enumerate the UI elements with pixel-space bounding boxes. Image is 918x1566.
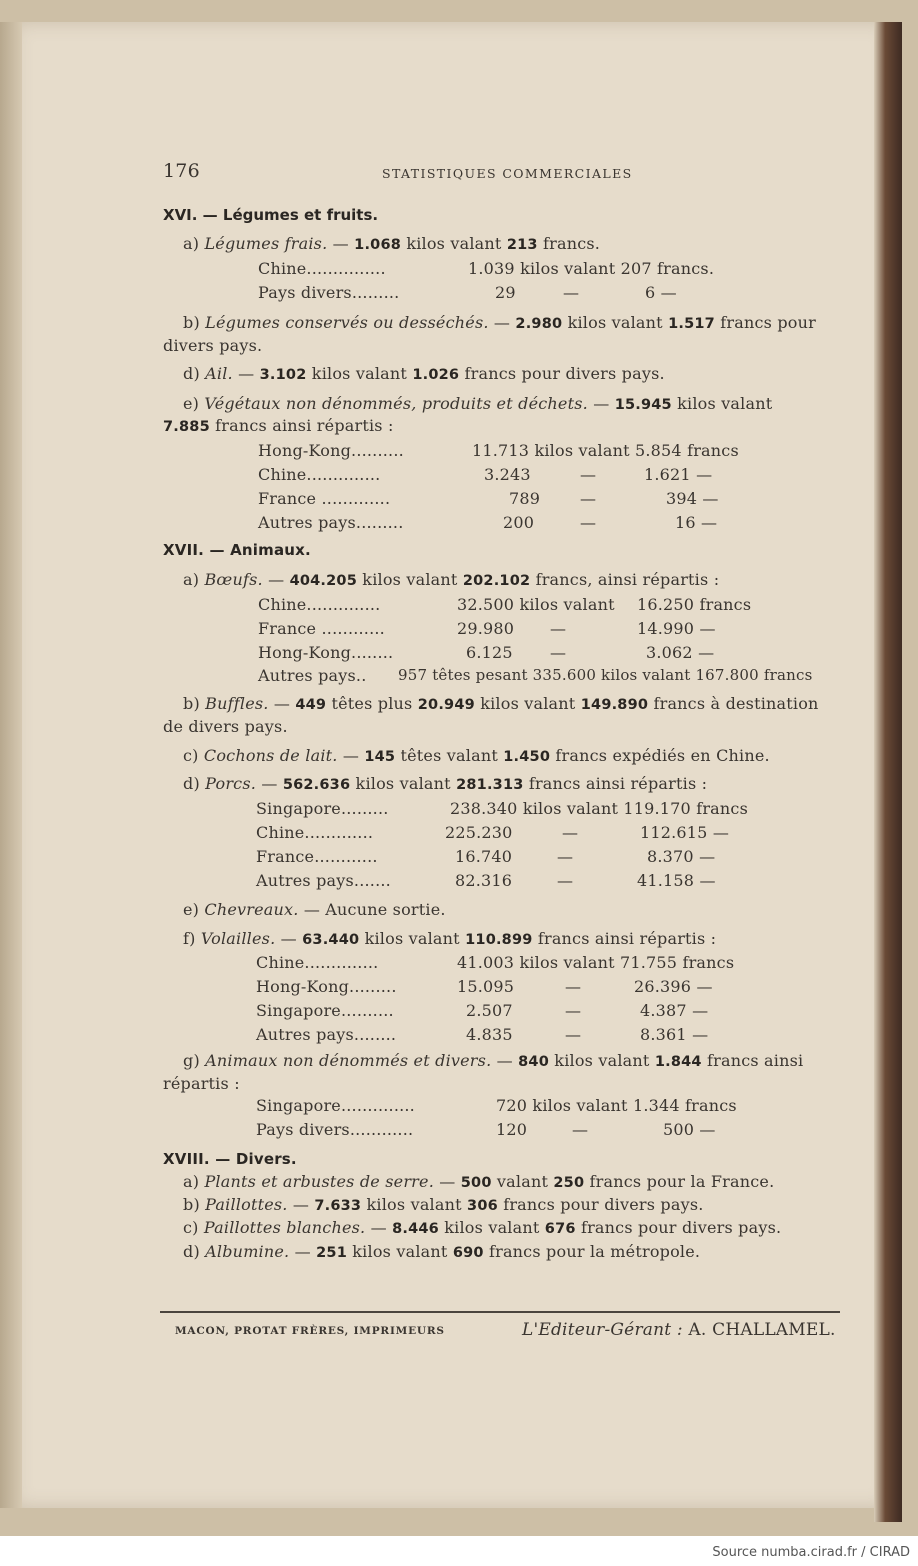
item-mid: kilos valant [347, 1242, 453, 1261]
row-16a-1-qty: 29 [495, 283, 516, 302]
row-17f-2-dash: — [565, 1001, 582, 1020]
item-mid-2: kilos valant [474, 694, 581, 713]
row-17a-3-name: Autres pays.. [258, 666, 367, 685]
item-end: francs pour [714, 313, 816, 332]
item-17d [183, 774, 707, 793]
item-quantity: 404.205 [289, 573, 358, 589]
item-mid: têtes valant [395, 746, 504, 765]
row-17a-0-name: Chine.............. [258, 595, 381, 614]
row-17d-1-dash: — [562, 823, 579, 842]
item-17g [183, 1051, 803, 1070]
row-17g-1-name: Pays divers............ [256, 1120, 414, 1139]
item-quantity: 8.446 [392, 1221, 439, 1237]
row-17a-0-qty: 32.500 kilos valant [457, 595, 615, 614]
row-17d-3-qty: 82.316 [455, 871, 513, 890]
row-17a-2-qty: 6.125 [466, 643, 513, 662]
row-17d-1-qty: 225.230 [445, 823, 513, 842]
row-16a-1-name: Pays divers......... [258, 283, 400, 302]
item-label: Légumes frais. [204, 234, 328, 253]
row-16a-1-dash: — [563, 283, 580, 302]
section-heading-18 [163, 1149, 297, 1168]
item-prefix: e) [183, 394, 205, 413]
row-17a-2-name: Hong-Kong........ [258, 643, 394, 662]
row-17d-1-name: Chine............. [256, 823, 374, 842]
row-17g-1-qty: 120 [496, 1120, 528, 1139]
item-prefix: b) [183, 313, 206, 332]
item-dash: — [491, 1051, 519, 1070]
row-17d-0-name: Singapore......... [256, 799, 389, 818]
item-label: Chevreaux. [204, 900, 299, 919]
footer-rule [160, 1311, 840, 1313]
row-16e-2-dash: — [580, 489, 597, 508]
item-end: francs pour divers pays. [575, 1218, 782, 1237]
item-value: 690 [452, 1245, 484, 1261]
running-title: STATISTIQUES COMMERCIALES [382, 166, 633, 181]
item-mid: kilos valant [350, 774, 457, 793]
row-17g-0-qty: 720 kilos valant 1.344 francs [496, 1096, 737, 1115]
item-prefix: f) [183, 929, 201, 948]
item-label: Plants et arbustes de serre. [204, 1172, 434, 1191]
item-prefix: e) [183, 900, 205, 919]
row-17f-3-name: Autres pays........ [256, 1025, 397, 1044]
item-quantity: 251 [316, 1245, 347, 1261]
item-16a [183, 234, 600, 253]
item-quantity: 449 [295, 697, 327, 713]
item-16b-line2: divers pays. [163, 336, 263, 355]
item-prefix: d) [183, 1242, 206, 1261]
item-prefix: b) [183, 694, 206, 713]
item-mid: kilos valant [306, 364, 413, 383]
row-17f-3-dash: — [565, 1025, 582, 1044]
item-quantity: 15.945 [614, 397, 672, 413]
item-17a [183, 570, 719, 589]
row-17d-1-val: 112.615 — [640, 823, 730, 842]
row-17d-3-val: 41.158 — [637, 871, 716, 890]
editor-label: L'Editeur-Gérant : [522, 1320, 683, 1340]
row-17a-1-val: 14.990 — [637, 619, 716, 638]
section-heading-17 [163, 540, 311, 559]
item-value: 281.313 [456, 777, 524, 793]
row-17f-1-val: 26.396 — [634, 977, 713, 996]
row-17f-0-qty: 41.003 kilos valant 71.755 francs [457, 953, 735, 972]
editor-credit [522, 1320, 836, 1340]
item-end: francs pour divers pays. [497, 1195, 704, 1214]
row-17f-1-dash: — [565, 977, 582, 996]
row-17d-2-val: 8.370 — [647, 847, 716, 866]
item-prefix: c) [183, 1218, 204, 1237]
row-17f-2-qty: 2.507 [466, 1001, 513, 1020]
item-18a [183, 1172, 774, 1191]
item-quantity: 7.633 [314, 1198, 362, 1214]
item-value: 7.885 [163, 419, 210, 435]
item-prefix: c) [183, 746, 204, 765]
item-quantity: 145 [364, 749, 396, 765]
item-quantity: 562.636 [282, 777, 351, 793]
item-value: 1.450 [503, 749, 551, 765]
item-label: Légumes conservés ou desséchés. [205, 313, 489, 332]
item-mid: kilos valant [438, 1218, 545, 1237]
item-label: Végétaux non dénommés, produits et déchets. [204, 394, 588, 413]
item-17g-line2: répartis : [163, 1074, 240, 1093]
item-value: 1.026 [412, 367, 460, 383]
row-17a-0-val: 16.250 francs [637, 595, 752, 614]
item-end: kilos valant [671, 394, 773, 413]
row-16e-1-qty: 3.243 [484, 465, 531, 484]
row-16e-0-name: Hong-Kong.......... [258, 441, 404, 460]
item-label: Porcs. [205, 774, 257, 793]
item-prefix: a) [183, 234, 205, 253]
item-quantity: 500 [460, 1175, 492, 1191]
row-16a-0-name: Chine............... [258, 259, 386, 278]
row-16e-3-name: Autres pays......... [258, 513, 404, 532]
item-label: Albumine. [205, 1242, 290, 1261]
row-17a-1-qty: 29.980 [457, 619, 515, 638]
row-16e-3-dash: — [580, 513, 597, 532]
section-heading-16: XVI. — Légumes et fruits. [163, 206, 379, 224]
row-16a-0-qty: 1.039 kilos valant 207 francs. [468, 259, 715, 278]
item-dash: — [365, 1218, 393, 1237]
row-16e-1-val: 1.621 — [644, 465, 713, 484]
item-end: francs à destination [648, 694, 819, 713]
row-17g-1-val: 500 — [663, 1120, 716, 1139]
row-17f-1-name: Hong-Kong......... [256, 977, 397, 996]
item-dash: — [232, 364, 260, 383]
item-dash: — [289, 1242, 317, 1261]
row-17a-2-dash: — [550, 643, 567, 662]
item-end: francs ainsi répartis : [532, 929, 717, 948]
item-dash: — [587, 394, 615, 413]
row-17g-0-name: Singapore.............. [256, 1096, 415, 1115]
item-end: — Aucune sortie. [298, 900, 446, 919]
row-16e-1-dash: — [580, 465, 597, 484]
row-17a-1-name: France ............ [258, 619, 385, 638]
item-end: francs. [537, 234, 601, 253]
item-dash: — [327, 234, 355, 253]
item-dash: — [275, 929, 303, 948]
row-17f-0-name: Chine.............. [256, 953, 379, 972]
item-label: Animaux non dénommés et divers. [205, 1051, 492, 1070]
item-value: 676 [544, 1221, 576, 1237]
item-quantity: 840 [518, 1054, 550, 1070]
item-17c [183, 746, 770, 765]
row-17f-2-val: 4.387 — [640, 1001, 709, 1020]
item-dash: — [433, 1172, 461, 1191]
item-prefix: d) [183, 364, 206, 383]
item-mid: kilos valant [562, 313, 669, 332]
item-18d [183, 1242, 700, 1261]
row-17d-2-name: France............ [256, 847, 378, 866]
item-quantity: 63.440 [302, 932, 360, 948]
item-end: francs pour la France. [584, 1172, 775, 1191]
item-dash: — [337, 746, 365, 765]
row-17a-3-qty: 957 têtes pesant 335.600 kilos valant 167.800 francs [398, 666, 813, 684]
row-17f-1-qty: 15.095 [457, 977, 515, 996]
item-label: Paillottes. [205, 1195, 288, 1214]
row-16e-2-name: France ............. [258, 489, 391, 508]
item-mid: têtes plus [326, 694, 418, 713]
item-dash: — [287, 1195, 315, 1214]
row-16e-0-qty: 11.713 kilos valant 5.854 francs [472, 441, 739, 460]
item-mid: kilos valant [549, 1051, 655, 1070]
page-gutter [0, 22, 22, 1508]
item-mid: kilos valant [357, 570, 463, 589]
item-value: 213 [506, 237, 538, 253]
item-17e [183, 900, 446, 919]
item-value: 110.899 [465, 932, 533, 948]
page-number: 176 [163, 160, 200, 182]
item-quantity: 3.102 [259, 367, 307, 383]
item-label: Cochons de lait. [203, 746, 338, 765]
item-mid: kilos valant [361, 1195, 468, 1214]
row-17d-2-qty: 16.740 [455, 847, 513, 866]
item-end: francs expédiés en Chine. [550, 746, 770, 765]
section-heading-text: XVIII. — Divers. [163, 1150, 297, 1168]
editor-name: A. CHALLAMEL. [682, 1320, 836, 1340]
row-17a-1-dash: — [550, 619, 567, 638]
row-17d-3-dash: — [557, 871, 574, 890]
item-end: francs, ainsi répartis : [530, 570, 720, 589]
item-quantity: 1.068 [354, 237, 402, 253]
item-value: 202.102 [462, 573, 531, 589]
item-label: Bœufs. [204, 570, 263, 589]
item-16e [183, 394, 772, 413]
item-prefix: a) [183, 1172, 205, 1191]
book-edge [874, 22, 902, 1522]
item-dash: — [262, 570, 290, 589]
item-mid: valant [491, 1172, 554, 1191]
item-label: Paillottes blanches. [203, 1218, 366, 1237]
item-label: Volailles. [200, 929, 276, 948]
item-prefix: d) [183, 774, 206, 793]
row-16e-2-val: 394 — [666, 489, 719, 508]
item-prefix: a) [183, 570, 205, 589]
item-dash: — [488, 313, 516, 332]
row-17f-2-name: Singapore.......... [256, 1001, 394, 1020]
item-end: francs pour divers pays. [459, 364, 665, 383]
item-18b [183, 1195, 704, 1214]
source-credit: Source numba.cirad.fr / CIRAD [712, 1545, 910, 1560]
item-prefix: g) [183, 1051, 206, 1070]
item-value: 1.517 [668, 316, 715, 332]
item-17f [183, 929, 716, 948]
item-quantity-2: 20.949 [417, 697, 475, 713]
item-dash: — [268, 694, 296, 713]
row-17d-0-qty: 238.340 kilos valant 119.170 francs [450, 799, 748, 818]
item-value: 250 [553, 1175, 585, 1191]
row-17f-3-qty: 4.835 [466, 1025, 513, 1044]
item-mid: kilos valant [359, 929, 466, 948]
row-16e-1-name: Chine.............. [258, 465, 381, 484]
row-16e-3-qty: 200 [503, 513, 535, 532]
row-17a-2-val: 3.062 — [646, 643, 715, 662]
item-label: Buffles. [205, 694, 269, 713]
item-value: 1.844 [654, 1054, 702, 1070]
item-quantity: 2.980 [515, 316, 563, 332]
item-17b-line2: de divers pays. [163, 717, 288, 736]
printer-credit: MACON, PROTAT FRÈRES, IMPRIMEURS [175, 1325, 445, 1337]
item-16e-line2 [163, 416, 394, 435]
item-value: 149.890 [580, 697, 649, 713]
item-end: francs ainsi répartis : [523, 774, 708, 793]
row-17g-1-dash: — [572, 1120, 589, 1139]
row-17d-2-dash: — [557, 847, 574, 866]
item-16d [183, 364, 665, 383]
row-16a-1-val: 6 — [645, 283, 677, 302]
item-16b [183, 313, 816, 332]
item-18c [183, 1218, 781, 1237]
item-17b [183, 694, 819, 713]
row-16e-2-qty: 789 [509, 489, 541, 508]
row-16e-3-val: 16 — [675, 513, 718, 532]
item-value: 306 [467, 1198, 498, 1214]
item-line2: francs ainsi répartis : [209, 416, 394, 435]
item-end: francs ainsi [701, 1051, 804, 1070]
row-17d-3-name: Autres pays....... [256, 871, 391, 890]
item-prefix: b) [183, 1195, 206, 1214]
item-end: francs pour la métropole. [483, 1242, 701, 1261]
item-dash: — [256, 774, 283, 793]
row-17f-3-val: 8.361 — [640, 1025, 709, 1044]
item-label: Ail. [205, 364, 233, 383]
item-mid: kilos valant [401, 234, 507, 253]
section-heading-text: XVII. — Animaux. [163, 541, 311, 559]
